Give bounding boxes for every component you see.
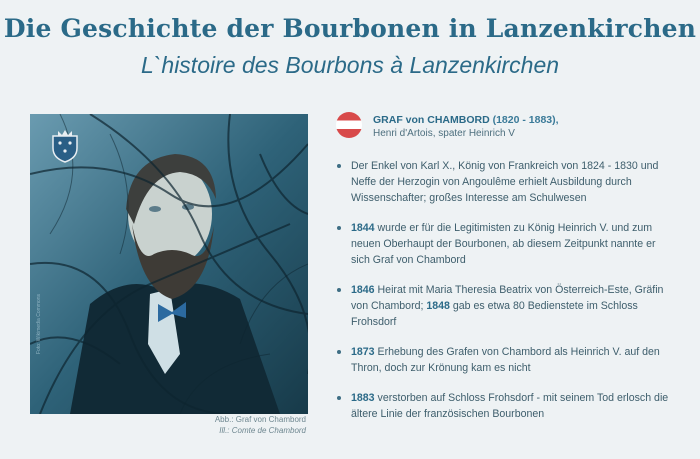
person-name — [373, 114, 559, 126]
bullet-icon — [337, 396, 341, 400]
portrait-caption — [215, 414, 306, 436]
person-years: (1820 - 1883), — [492, 114, 559, 126]
caption-de: Abb.: Graf von Chambord — [214, 415, 306, 424]
event-text: Heirat mit Maria Theresia Beatrix von Österreich-Este, Gräfin von Chambord; — [351, 284, 664, 312]
person-subtitle: Henri d'Artois, spater Heinrich V — [373, 128, 515, 139]
person-name-text: GRAF von CHAMBORD — [373, 114, 490, 126]
event-text: wurde er für die Legitimisten zu König Heinrich V. und zum neuen Oberhaupt der Bourbonen, ab diesem Zeitpunkt nannte er sich Graf von Chambord — [351, 222, 656, 266]
list-item — [337, 158, 677, 206]
portrait-image — [30, 114, 308, 414]
caption-fr: Ill.: Comte de Chambord — [219, 426, 306, 435]
coat-of-arms-icon — [50, 128, 80, 164]
event-list — [337, 158, 677, 436]
bullet-icon — [337, 288, 341, 292]
event-year: 1883 — [351, 392, 375, 404]
bullet-icon — [337, 350, 341, 354]
event-year: 1846 — [351, 284, 375, 296]
list-item — [337, 282, 677, 330]
photo-credit: Foto: Wikimedia Commons — [36, 293, 42, 354]
page-title: Die Geschichte der Bourbonen in Lanzenkirchen — [3, 14, 697, 43]
austria-flag-icon — [336, 112, 362, 138]
page-subtitle: L`histoire des Bourbons à Lanzenkirchen — [140, 52, 560, 78]
event-year: 1873 — [351, 346, 375, 358]
bullet-icon — [337, 226, 341, 230]
event-text: Der Enkel von Karl X., König von Frankreich von 1824 - 1830 und Neffe der Herzogin von Angoulême erhielt Ausbildung durch Wissenschafter; großes Interesse am Schulwesen — [351, 160, 659, 204]
list-item — [337, 390, 677, 422]
event-year: 1844 — [351, 222, 375, 234]
list-item — [337, 344, 677, 376]
event-text: Erhebung des Grafen von Chambord als Heinrich V. auf den Thron, doch zur Krönung kam es nicht — [351, 346, 660, 374]
event-text: verstorben auf Schloss Frohsdorf - mit seinem Tod erlosch die ältere Linie der französischen Bourbonen — [351, 392, 669, 420]
list-item — [337, 220, 677, 268]
event-year-secondary: 1848 — [426, 300, 450, 312]
event-text-continued: gab es etwa 80 Bedienstete im Schloss Frohsdorf — [351, 300, 638, 328]
bullet-icon — [337, 164, 341, 168]
